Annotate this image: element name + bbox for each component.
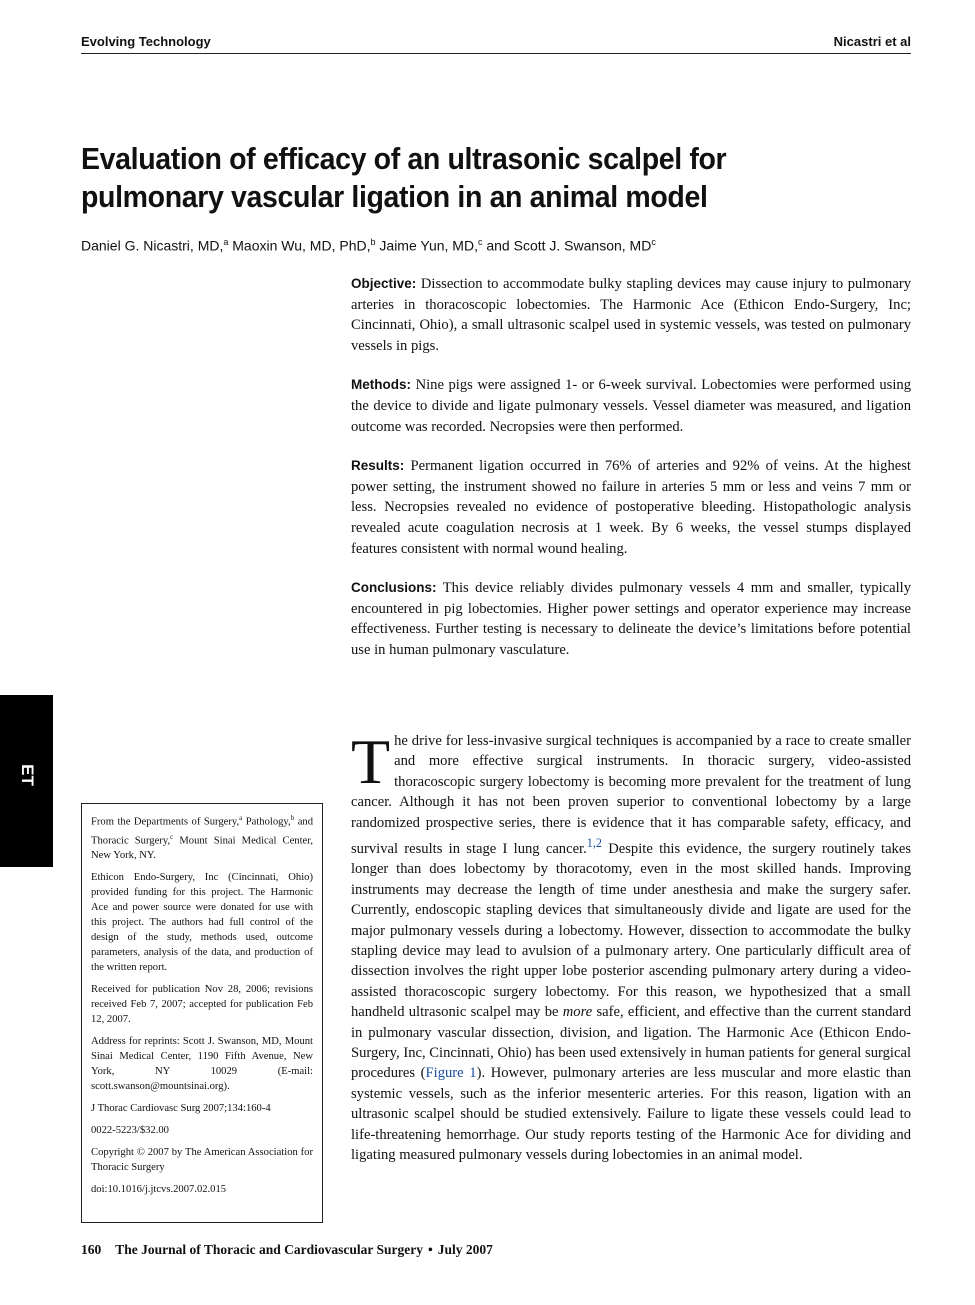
article-info-box (81, 803, 323, 1223)
methods-label: Methods: (351, 377, 411, 393)
figure-link[interactable]: Figure 1 (425, 1065, 477, 1082)
received-dates: Received for publication Nov 28, 2006; revisions received Feb 7, 2007; accepted for publication Feb 12, 2007. (91, 984, 313, 1026)
methods-text: Nine pigs were assigned 1- or 6-week survival. Lobectomies were performed using the device to divide and ligate pulmonary vessels. Vessel diameter was measured, and ligation outcome was recorded. Necropsies were then performed. (351, 377, 912, 435)
section-label: Evolving Technology (81, 34, 211, 49)
conclusions-text: This device reliably divides pulmonary vessels 4 mm and smaller, typically encountered in pig lobectomies. Higher power settings and operator experience may increase effectiveness. Further testing is necessary to delineate the device’s limitations before potential use in human pulmonary vasculature. (351, 580, 911, 658)
doi: doi:10.1016/j.jtcvs.2007.02.015 (91, 1184, 227, 1196)
running-header (81, 33, 911, 54)
body-paragraph (351, 726, 911, 1165)
page-footer (81, 1242, 507, 1258)
objective-label: Objective: (351, 276, 417, 291)
affil-sup: a (239, 814, 243, 822)
side-tab-label: ET (18, 764, 37, 786)
drop-cap: T (351, 726, 391, 797)
citation: J Thorac Cardiovasc Surg 2007;134:160-4 (91, 1103, 271, 1115)
affil-text: From the Departments of Surgery, (91, 816, 240, 828)
page-number: 160 (81, 1242, 102, 1257)
results-text: Permanent ligation occurred in 76% of arteries and 92% of veins. At the highest power setting, the instrument showed no failure in arteries 5 mm or less and veins 7 mm or less. Necropsies revealed no evidence of postoperative bleeding. Histopathologic analysis revealed acute coagulation necrosis at 1 week. By 6 weeks, the vessel stumps displayed features consistent with normal wound healing. (351, 458, 911, 557)
footer-separator: • (428, 1242, 433, 1257)
funding-note: Ethicon Endo-Surgery, Inc (Cincinnati, Ohio) provided funding for this project. The Harmonic Ace and power source were donated for use with this project. The authors had full control of the design of the study, methods used, outcome parameters, analysis of the data, and production of the written report. (91, 872, 313, 974)
author-list (81, 233, 841, 255)
author-affil: c (477, 237, 483, 247)
affil-text: Mount Sinai Medical Center, New York, NY. (91, 835, 314, 862)
affil-text: Pathology, (242, 816, 291, 828)
running-author: Nicastri et al (833, 34, 911, 49)
abstract-results (351, 456, 911, 559)
affil-sup: c (170, 832, 174, 841)
objective-text: Dissection to accommodate bulky stapling devices may cause injury to pulmonary arteries in thoracoscopic lobectomies. The Harmonic Ace (Ethicon Endo-Surgery, Inc; Cincinnati, Ohio), a small ultrasonic scalpel used in systemic vessels, was tested on pulmonary vessels in pigs. (351, 276, 911, 354)
issn: 0022-5223/$32.00 (91, 1125, 169, 1137)
body-text-part: Despite this evidence, the surgery routinely takes longer than does lobectomy by thoracotomy, even in the most skilled hands. Improving instruments may decrease the length of time under anesthesia and make the surgery safer. Currently, endoscopic stapling devices that simultaneously divide and ligate are used for the major pulmonary vessels during a lobectomy. However, dissection to accommodate the bulky stapling device may lead to avulsion of a pulmonary artery. One particularly difficult area of dissection involves the right upper lobe posterior ascending pulmonary artery during a video-assisted thoracoscopic surgery lobectomy. For this reason, we hypothesized that a small handheld ultrasonic scalpel may be (351, 840, 911, 1021)
author-affil: a (223, 237, 229, 247)
copyright: Copyright © 2007 by The American Association for Thoracic Surgery (91, 1147, 313, 1174)
emphasis-text: more (562, 1004, 593, 1021)
reference-link[interactable]: 1,2 (586, 836, 602, 851)
author-name: Maoxin Wu, MD, PhD, (228, 237, 371, 254)
author-affil: c (651, 237, 656, 247)
body-text-part: ). However, pulmonary arteries are less muscular and more elastic than systemic vessels, such as the inferior mesenteric arteries. For this reason, ligation with an ultrasonic scalpel should be studied extensively. Failure to ligate these vessels could lead to life-threatening hemorrhage. Our study reports testing of the Harmonic Ace for dividing and ligating measured pulmonary vessels during lobectomies in an animal model. (351, 1065, 911, 1163)
body-text-part: safe, efficient, and effective than the current standard in pulmonary vascular dissection, division, and ligation. The Harmonic Ace (Ethicon Endo-Surgery, Inc, Cincinnati, Ohio) has been used extensively in human patients for general surgical procedures ( (351, 1004, 911, 1082)
affil-sup: b (290, 814, 295, 822)
author-name: Daniel G. Nicastri, MD, (81, 237, 224, 254)
abstract (351, 274, 911, 680)
journal-name: The Journal of Thoracic and Cardiovascular Surgery (115, 1242, 424, 1257)
affil-text: and Thoracic Surgery, (91, 816, 313, 847)
conclusions-label: Conclusions: (351, 580, 437, 596)
author-name: and Scott J. Swanson, MD (482, 237, 652, 254)
abstract-objective (351, 274, 911, 356)
abstract-conclusions (351, 578, 911, 660)
issue-date: July 2007 (437, 1242, 493, 1257)
article-title: Evaluation of efficacy of an ultrasonic scalpel for pulmonary vascular ligation in an animal model (81, 141, 727, 214)
section-side-tab (0, 695, 53, 867)
author-name: Jaime Yun, MD, (375, 237, 478, 254)
abstract-methods (351, 375, 911, 437)
author-affil: b (370, 237, 376, 247)
reprint-address: Address for reprints: Scott J. Swanson, MD, Mount Sinai Medical Center, 1190 Fifth Avenue, New York, NY 10029 (E-mail: scott.swanson@mountsinai.org). (91, 1036, 313, 1093)
results-label: Results: (351, 458, 405, 474)
body-text-part: he drive for less-invasive surgical techniques is accompanied by a race to create smaller and more effective surgical instruments. In thoracic surgery, video-assisted thoracoscopic surgery lobectomy is becoming more prevalent for the treatment of lung cancer. Although it has not been proven superior to conventional lobectomy by a large randomized prospective series, there is evidence that it has comparable safety, efficacy, and survival results in stage I lung cancer. (351, 733, 911, 857)
affiliations (91, 811, 313, 863)
